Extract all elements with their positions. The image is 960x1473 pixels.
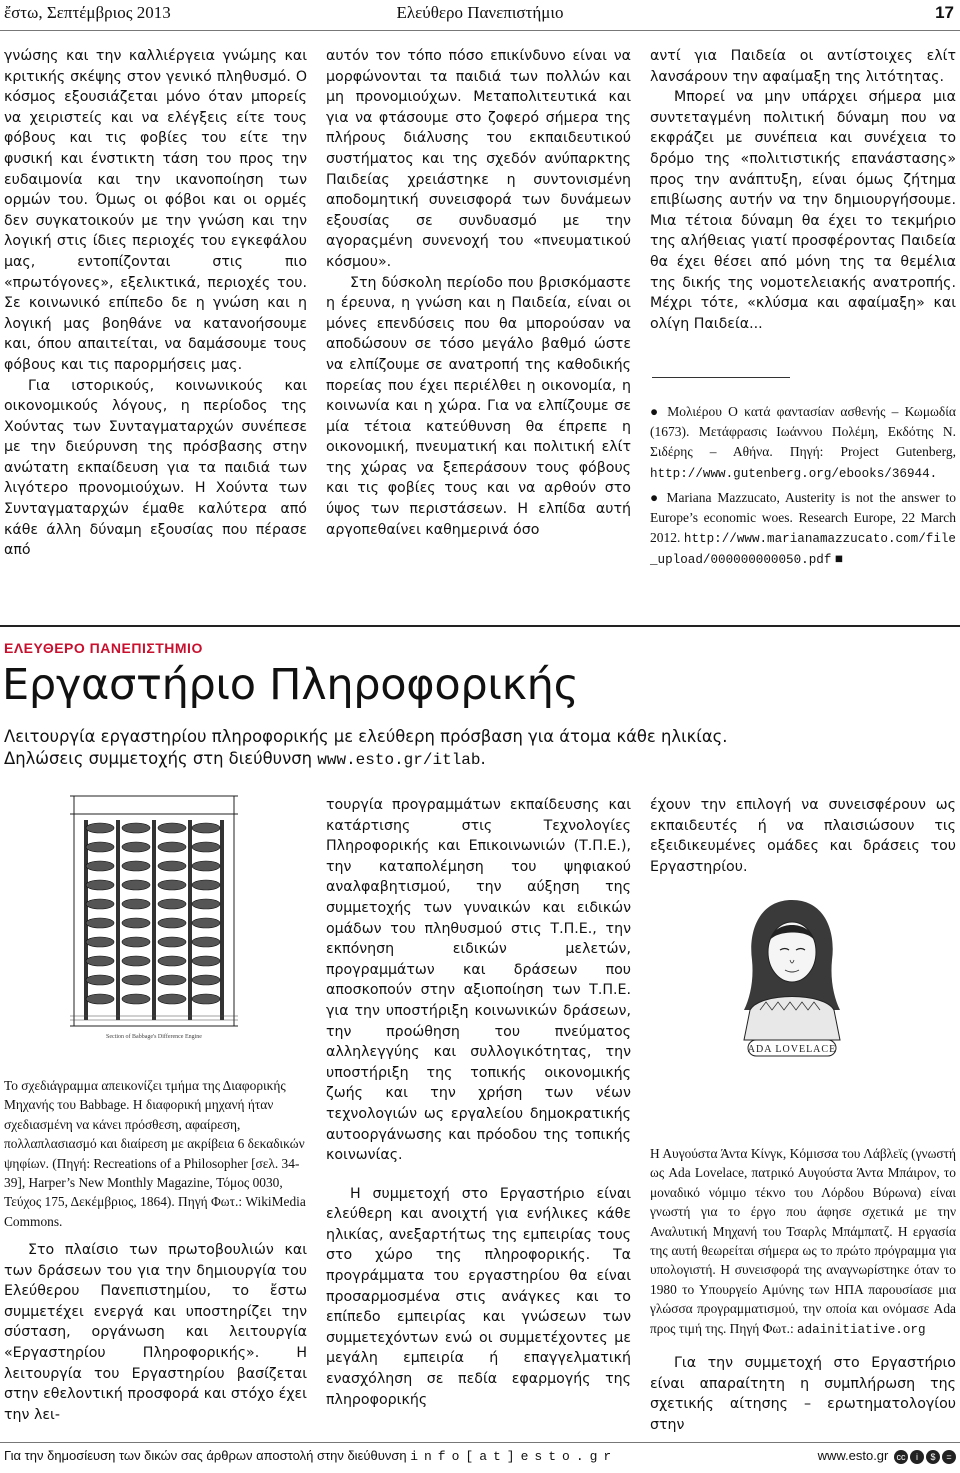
paragraph: τουργία προγραμμάτων εκπαίδευσης και κατάρτισης στις Τεχνολογίες Πληροφορικής και Επικοινωνιών (Τ.Π.Ε.), την καταπολέμηση του ψηφιακού αναλφαβητισμού, την αύξηση της συμμετοχής των γυναικών και ειδικών ομάδων του πληθυσμού στις Τ.Π.Ε., την εκπόνηση ειδικών μελετών, προγραμμάτων και δράσεων που αποσκοπούν στην αξιοποίηση των Τ.Π.Ε. για την υποστήριξη κοινωνικών δράσεων, την προώθηση του πνεύματος αλληλεγγύης και συλλογικότητας, την υποστήριξη της τοπικής οικονομικής ζωής και την χρήση των νέων τεχνολογιών ως εργαλείου δημοκρατικής αυτοοργάνωσης και πρόοδου της τοπικής κοινωνίας. (326, 797, 631, 1164)
page-header (0, 0, 960, 30)
top-column-3 (650, 46, 956, 334)
article-column-1 (4, 1240, 307, 1425)
footer-text: Για την δημοσίευση των δικών σας άρθρων αποστολή στην διεύθυνση (4, 1448, 407, 1463)
noncommercial-icon: $ (926, 1450, 940, 1464)
engine-wheel (158, 918, 186, 928)
engine-wheel (122, 975, 150, 985)
engine-wheel (86, 918, 114, 928)
page-footer (4, 1448, 956, 1470)
engine-wheel (192, 994, 220, 1004)
itlab-link[interactable]: www.esto.gr/itlab (317, 751, 481, 769)
section-rule (0, 625, 960, 627)
engine-engraving (66, 790, 242, 1044)
engine-wheel (192, 823, 220, 833)
engine-wheel (122, 918, 150, 928)
attribution-icon: i (910, 1450, 924, 1464)
difference-engine-image (66, 790, 242, 1044)
engine-wheel (86, 975, 114, 985)
bullet-icon: ● (650, 489, 661, 505)
bullet-icon: ● (650, 404, 662, 419)
paragraph: αυτόν τον τόπο πόσο επικίνδυνο είναι να μορφώνονται τα παιδιά των πολλών και μη προνομιούχων. Μεταπολιτευτικά και για να φτάσουμε στο ζοφερό σήμερα της πλήρους διάλυσης του εκπαιδευτικού συστήματος και της σχεδόν ανύπαρκτης Παιδείας χρειάστηκε η συντονισμένη αποδομητική συνεισφορά των δυνάμεων εξουσίας σε συνδυασμό με την αγοραςμένη συνενοχή του «πνευματικού κόσμου». (326, 48, 631, 270)
site-link[interactable]: www.esto.gr (817, 1448, 889, 1463)
engine-wheel (86, 994, 114, 1004)
footnotes (650, 402, 956, 571)
paragraph: Στη δύσκολη περίοδο που βρισκόμαστε η έρευνα, η γνώση και η Παιδεία, είναι οι μόνες επενδύσεις που θα μπορούσαν να αποδώσουν σε τόσο μεγάλο βαθμό ώστε να ελπίζουμε σε ανατροπή της καθοδικής πορείας που έχει περιέλθει η οικονομία, η κοινωνία και η χώρα. Για να ελπίζουμε σε μία τέτοια κατεύθυνση θα έπρεπε η οικονομική, πνευματική και πολιτική ελίτ της χώρας να ξεπεράσουν τους φόβους και τις φοβίες τους και να αρθούν στο ύψος των περιστάσεων. Η ελπίδα αυτή αργοπεθαίνει καθημερινά όσο (326, 274, 631, 538)
engine-wheel (122, 956, 150, 966)
page-number: 17 (935, 3, 954, 22)
article-column-2 (326, 795, 631, 1410)
engine-wheel (86, 937, 114, 947)
engine-wheel (158, 937, 186, 947)
paragraph: γνώσης και την καλλιέργεια γνώμης και κριτικής σκέψης στον γενικό πληθυσμό. Ο κόσμος εξουσιάζεται μόνο όταν μπορείς να χειριστείς και να ελέγξεις είτε τους φόβους και τις φοβίες του είτε την φυσική και ένστικτη τάση του προς την ευδαιμονία και την ικανοποίηση των ορμών του. Όμως οι φόβοι και οι ορμές δεν συγκατοικούν με την γνώση και την λογική στις ίδιες περιοχές του εγκεφάλου μας, εντοπίζονται στις πιο «πρωτόγονες», εξελικτικά, περιοχές του. Σε κοινωνικό επίπεδο δε η γνώση και η λογική μας βοηθάνε να κατανοήσουμε και, όπου απαιτείται, να δαμάσουμε τους φόβους και τις παρορμήσεις μας. (4, 48, 307, 373)
engine-wheel (86, 861, 114, 871)
header-rule (0, 30, 960, 31)
engine-wheel (158, 994, 186, 1004)
engine-wheel (122, 899, 150, 909)
issue-label: ἔστω, Σεπτέμβριος 2013 (4, 3, 171, 22)
engine-wheel (158, 899, 186, 909)
engine-wheel (192, 842, 220, 852)
engine-wheel (122, 937, 150, 947)
sharealike-icon: = (942, 1450, 956, 1464)
ada-lovelace-portrait (730, 880, 854, 1060)
engine-wheel (122, 861, 150, 871)
engine-wheel (158, 823, 186, 833)
portrait-label: ADA LOVELACE (747, 1044, 837, 1055)
paragraph: Η συμμετοχή στο Εργαστήριο είναι ελεύθερη και ανοιχτή για ενήλικες κάθε ηλικίας, ανεξαρτήτως της εμπειρίας τους στο χώρο της πληροφορικής. Τα προγράμματα του εργαστηρίου θα είναι προσαρμοσμένα στις ανάγκες και το επίπεδο εμπειρίας και γνώσεων των συμμετεχόντων ενώ οι συμμετέχοντες με μεγάλη εμπειρία ή επαγγελματική ενασχόληση σε πεδία εφαρμογής της πληροφορικής (326, 1185, 631, 1408)
portrait-source-link[interactable]: adainitiative.org (797, 1322, 926, 1337)
engine-wheel (158, 861, 186, 871)
paragraph: έχουν την επιλογή να συνεισφέρουν ως εκπαιδευτές ή να πλαισιώσουν τις εξειδικευμένες ομάδες και δράσεις του Εργαστηρίου. (650, 797, 956, 875)
footnote-link[interactable]: http://www.marianamazzucato.com/file_upload/000000000050.pdf (650, 532, 956, 568)
engine-wheel (86, 880, 114, 890)
cc-license-icon: cc (894, 1450, 908, 1464)
engine-wheel (192, 975, 220, 985)
engine-wheel (192, 861, 220, 871)
engine-wheel (86, 823, 114, 833)
end-mark-icon: ■ (834, 551, 843, 567)
paragraph: Για την συμμετοχή στο Εργαστήριο είναι απαραίτητη η συμπλήρωση της σχετικής αίτησης – ερωτηματολογίου στην (650, 1355, 956, 1433)
engine-wheel (86, 956, 114, 966)
article-lead: Λειτουργία εργαστηρίου πληροφορικής με ελεύθερη πρόσβαση για άτομα κάθε ηλικίας. Δηλώσεις συμμετοχής στη διεύθυνση www.esto.gr/itlab. (4, 727, 728, 769)
engine-wheel (86, 842, 114, 852)
engine-wheel (86, 899, 114, 909)
contact-email[interactable]: info[at]esto.gr (410, 1449, 618, 1464)
top-column-1 (4, 46, 307, 561)
engine-wheel (192, 880, 220, 890)
article-title: Εργαστήριο Πληροφορικής (2, 660, 579, 710)
footnote: ● Μολιέρου Ο κατά φαντασίαν ασθενής – Κωμωδία (1673). Μετάφρασις Ιωάννου Πολέμη, Εκδότης Ν. Σιδέρης – Αθήνα. Πηγή: Project Gutenberg, http://www.gutenberg.org/ebooks/36944. (650, 404, 957, 481)
engine-wheel (192, 937, 220, 947)
notes-rule (652, 377, 790, 378)
article-column-3-bottom (650, 1353, 956, 1435)
publication-section: Ελεύθερο Πανεπιστήμιο (396, 3, 564, 22)
engine-wheel (192, 956, 220, 966)
engine-wheel (192, 918, 220, 928)
engine-wheel (122, 823, 150, 833)
paragraph: Μπορεί να μην υπάρχει σήμερα μια συντεταγμένη πολιτική δύναμη που να εκφράζει με συνέπεια και συνέχεια το δρόμο της «πολιτιστικής επανάστασης» προς την ανάπτυξη, είναι όμως ζήτημα επιβίωσης αυτήν να την δημιουργήσουμε. Μια τέτοια δύναμη θα έχει το τεκμήριο της αλήθειας γιατί προσφέροντας Παιδεία θα έχει θέσει από μόνη της τα θεμέλια της δικής της νομοτελειακής ανατροπής. Μέχρι τότε, «κλύσμα και αφαίμαξη» και ολίγη Παιδεία... (650, 89, 956, 332)
footer-rule (0, 1442, 960, 1443)
paragraph: αντί για Παιδεία οι αντίστοιχες ελίτ λανσάρουν την αφαίμαξη της λιτότητας. (650, 48, 956, 85)
top-column-2 (326, 46, 631, 540)
section-label: ΕΛΕΥΘΕΡΟ ΠΑΝΕΠΙΣΤΗΜΙΟ (4, 640, 203, 656)
paragraph: Για ιστορικούς, κοινωνικούς και οικονομικούς λόγους, η περίοδος της Χούντας των Συνταγματαρχών συνέπεσε με την διεύρυνση της πρόσβασης στην ανώτατη εκπαίδευση για τα παιδιά των λιγότερο προνομιούχων. Η Χούντα των Συνταγματαρχών έμαθε καλύτερα από κάθε άλλη δύναμη εξουσίας που πέρασε από (4, 377, 307, 559)
portrait-illustration (730, 880, 854, 1060)
engine-wheel (122, 994, 150, 1004)
article-column-3 (650, 795, 956, 877)
engine-wheel (192, 899, 220, 909)
footnote: ● Mariana Mazzucato, Austerity is not the answer to Europe’s economic woes. Research Europe, 22 March 2012. http://www.marianamazzucato.com/file_upload/000000000050.pdf ■ (650, 489, 957, 568)
portrait-caption: Η Αυγούστα Άντα Κίνγκ, Κόμισσα του Λάβλεϊς (γνωστή ως Ada Lovelace, πατρικό Αυγούστα Άντα Μπάιρον, το μοναδικό νόμιμο τέκνο του Λόρδου Βύρωνα) είναι γνωστή για το έργο που άφησε σχετικά με την Αναλυτική Μηχανή του Τσαρλς Μπάμπατζ. Η εργασία της αυτή θεωρείται σήμερα ως το πρώτο πρόγραμμα για υπολογιστή. Η συνεισφορά της αναγνωρίστηκε όταν το 1980 το Υπουργείο Αμύνης των ΗΠΑ παρουσίασε μια γλώσσα προγραμματισμού, την οποία και ονόμασε Ada προς τιμή της. Πηγή Φωτ.: adainitiative.org (650, 1146, 956, 1337)
footer-site (818, 1448, 956, 1464)
engine-wheel (122, 880, 150, 890)
engine-wheel (122, 842, 150, 852)
engine-wheel (158, 956, 186, 966)
engine-wheel (158, 880, 186, 890)
paragraph: Στο πλαίσιο των πρωτοβουλιών και των δράσεων του για την δημιουργία του Ελεύθερου Πανεπιστημίου, το ἔστω συμμετέχει ενεργά και υποστηρίζει την σύσταση, οργάνωση και λειτουργία «Εργαστηρίου Πληροφορικής». Η λειτουργία του Εργαστηρίου βασίζεται στην εθελοντική προσφορά και στόχο έχει την λει- (4, 1242, 307, 1423)
image-caption: Το σχεδιάγραμμα απεικονίζει τμήμα της Διαφορικής Μηχανής του Babbage. Η διαφορική μηχανή ήταν σχεδιασμένη να κάνει πρόσθεση, αφαίρεση, πολλαπλασιασμό και διαίρεση με ακρίβεια 6 δεκαδικών ψηφίων. (Πηγή: Recreations of a Philosopher [σελ. 34-39], Harper’s New Monthly Magazine, Τόμος 0030, Τεύχος 175, Δεκέμβριος, 1864). Πηγή Φωτ.: WikiMedia Commons. (4, 1078, 306, 1229)
footnote-link[interactable]: http://www.gutenberg.org/ebooks/36944. (650, 466, 938, 481)
engine-wheel (158, 842, 186, 852)
engraving-caption: Section of Babbage's Difference Engine (106, 1034, 202, 1040)
engine-wheel (158, 975, 186, 985)
